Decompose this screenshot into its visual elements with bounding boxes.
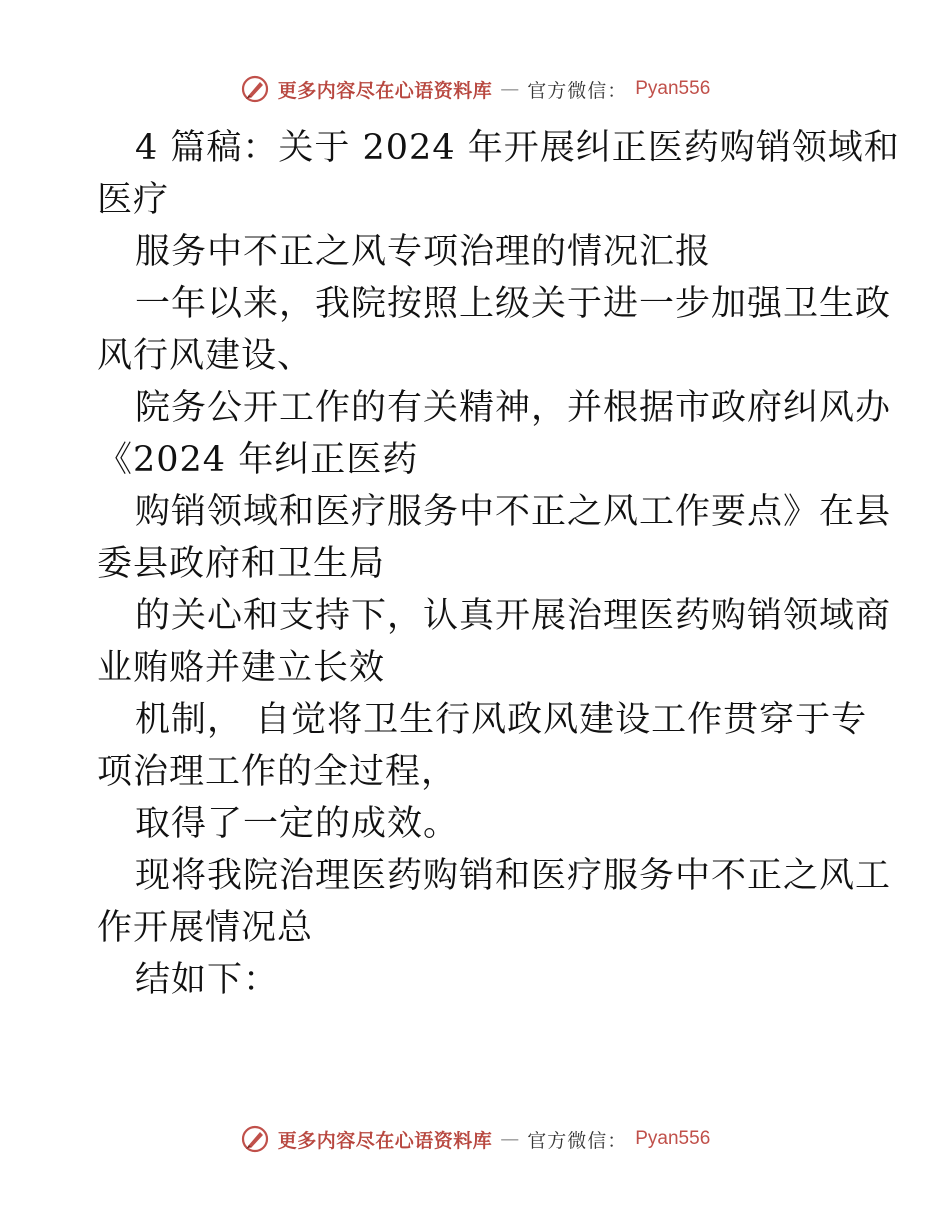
banner-text: 更多内容尽在心语资料库 (277, 1129, 493, 1152)
banner-wechat-id: Pyan556 (635, 1128, 711, 1149)
paragraph-line: 作开展情况总 (97, 908, 314, 948)
paragraph-line: 业贿赂并建立长效 (97, 648, 386, 688)
paragraph-line: 现将我院治理医药购销和医疗服务中不正之风工 (135, 856, 892, 896)
paragraph-line: 机制， 自觉将卫生行风政风建设工作贯穿于专 (135, 700, 868, 740)
paragraph-line: 委县政府和卫生局 (97, 544, 386, 584)
banner-wechat-id: Pyan556 (635, 78, 711, 99)
quill-pen-logo-icon (240, 74, 270, 104)
title-line: 4 篇稿：关于 2024 年开展纠正医药购销领域和 (135, 128, 900, 168)
paragraph-line: 项治理工作的全过程， (97, 752, 458, 792)
banner-separator: — (500, 1128, 520, 1150)
document-body (97, 122, 900, 1006)
paragraph-line: 的关心和支持下，认真开展治理医药购销领域商 (135, 596, 892, 636)
paragraph-line: 购销领域和医疗服务中不正之风工作要点》在县 (135, 492, 892, 532)
paragraph-line: 院务公开工作的有关精神，并根据市政府纠风办 (135, 388, 892, 428)
subtitle-line: 服务中不正之风专项治理的情况汇报 (135, 232, 712, 272)
paragraph-line: 取得了一定的成效。 (135, 804, 460, 844)
quill-pen-logo-icon (240, 1124, 270, 1154)
paragraph-line: 一年以来，我院按照上级关于进一步加强卫生政 (135, 284, 892, 324)
paragraph-line: 风行风建设、 (97, 336, 314, 376)
title-line-cont: 医疗 (97, 180, 170, 220)
header-banner (0, 74, 950, 104)
footer-banner (0, 1124, 950, 1154)
banner-wechat-label: 官方微信： (527, 79, 628, 102)
paragraph-line: 结如下： (135, 960, 280, 1000)
banner-wechat-label: 官方微信： (527, 1129, 628, 1152)
paragraph-line: 《2024 年纠正医药 (97, 440, 419, 480)
banner-separator: — (500, 78, 520, 100)
banner-text: 更多内容尽在心语资料库 (277, 79, 493, 102)
